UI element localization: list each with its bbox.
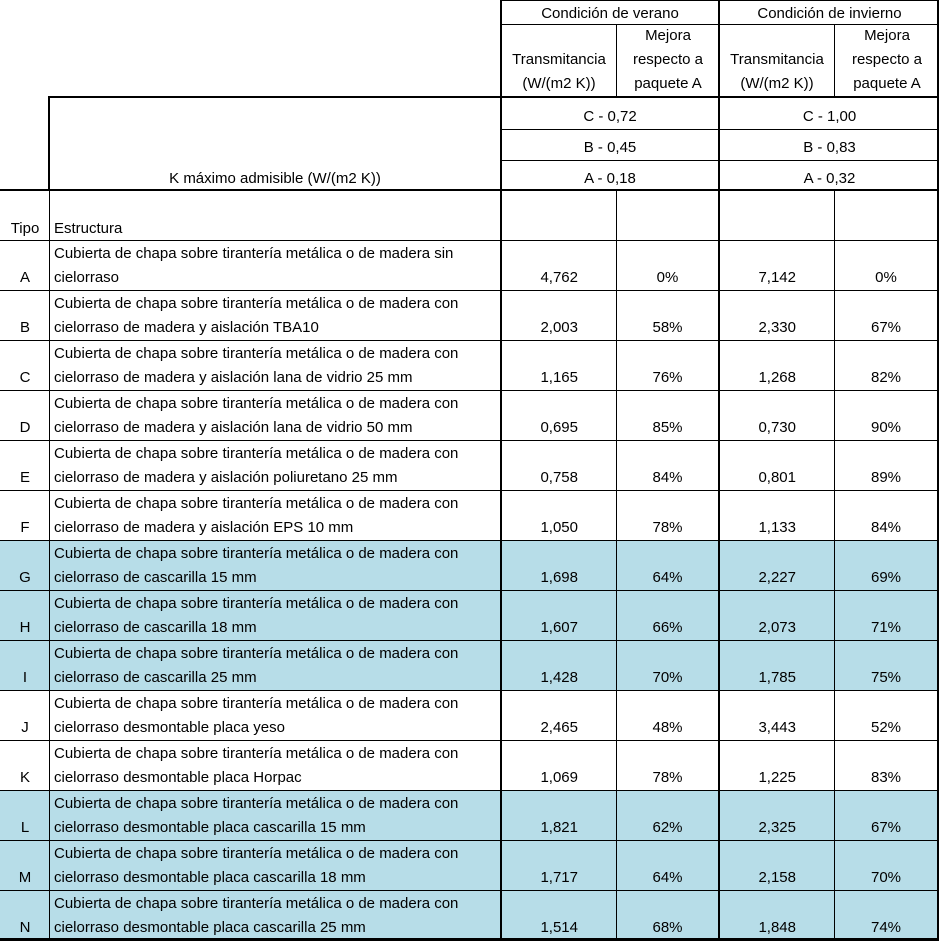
type-column-header: Tipo — [10, 220, 40, 237]
grid-line — [501, 24, 939, 25]
row-summer-improvement: 0% — [656, 269, 679, 286]
row-structure-line2: cielorraso de cascarilla 15 mm — [54, 569, 257, 586]
row-summer-transmittance: 4,762 — [540, 269, 578, 286]
row-summer-improvement: 64% — [652, 869, 683, 886]
limit-b-summer: B - 0,45 — [583, 139, 637, 156]
row-summer-improvement: 68% — [652, 919, 683, 936]
row-winter-transmittance: 1,785 — [758, 669, 796, 686]
row-structure-line2: cielorraso de cascarilla 18 mm — [54, 619, 257, 636]
row-summer-improvement: 64% — [652, 569, 683, 586]
row-summer-improvement: 85% — [652, 419, 683, 436]
grid-line — [0, 590, 939, 591]
row-structure-line2: cielorraso — [54, 269, 120, 286]
row-summer-transmittance: 1,069 — [540, 769, 578, 786]
grid-line — [0, 390, 939, 391]
row-type: J — [21, 719, 29, 736]
row-structure-line2: cielorraso desmontable placa cascarilla 18 mm — [54, 869, 366, 886]
row-summer-improvement: 70% — [652, 669, 683, 686]
row-summer-improvement: 58% — [652, 319, 683, 336]
row-winter-improvement: 83% — [870, 769, 902, 786]
winter-transmittance-header: Transmitancia (W/(m2 K)) — [730, 51, 824, 92]
grid-line — [49, 190, 50, 940]
grid-line — [0, 189, 939, 191]
grid-line — [718, 0, 720, 940]
row-winter-transmittance: 2,073 — [758, 619, 796, 636]
row-summer-transmittance: 0,758 — [540, 469, 578, 486]
row-type: H — [19, 619, 31, 636]
row-type: D — [19, 419, 31, 436]
row-summer-transmittance: 1,607 — [540, 619, 578, 636]
grid-line — [616, 190, 617, 940]
grid-line — [0, 440, 939, 441]
row-summer-transmittance: 1,821 — [540, 819, 578, 836]
row-summer-transmittance: 1,428 — [540, 669, 578, 686]
limit-a-winter: A - 0,32 — [803, 170, 856, 187]
row-structure-line1: Cubierta de chapa sobre tirantería metálica o de madera con — [54, 695, 459, 712]
grid-line — [0, 740, 939, 741]
row-summer-transmittance: 0,695 — [540, 419, 578, 436]
limit-c-summer: C - 0,72 — [583, 108, 637, 125]
row-winter-improvement: 75% — [870, 669, 902, 686]
row-winter-transmittance: 0,801 — [758, 469, 796, 486]
row-structure-line1: Cubierta de chapa sobre tirantería metálica o de madera sin — [54, 245, 454, 262]
row-summer-transmittance: 1,514 — [540, 919, 578, 936]
grid-line — [501, 160, 939, 161]
row-winter-improvement: 74% — [870, 919, 902, 936]
row-type: B — [19, 319, 30, 336]
row-winter-transmittance: 1,848 — [758, 919, 796, 936]
row-winter-improvement: 70% — [870, 869, 902, 886]
summer-improvement-header: Mejora respecto a paquete A — [632, 27, 704, 92]
grid-line — [616, 24, 617, 96]
row-summer-improvement: 62% — [652, 819, 683, 836]
row-type: K — [19, 769, 30, 786]
row-summer-transmittance: 1,050 — [540, 519, 578, 536]
row-winter-improvement: 67% — [870, 819, 902, 836]
grid-line — [0, 290, 939, 291]
row-structure-line2: cielorraso desmontable placa cascarilla 25 mm — [54, 919, 366, 936]
row-structure-line2: cielorraso de madera y aislación lana de vidrio 50 mm — [54, 419, 413, 436]
row-structure-line2: cielorraso de madera y aislación poliuretano 25 mm — [54, 469, 398, 486]
grid-line — [0, 540, 939, 541]
row-summer-improvement: 66% — [652, 619, 683, 636]
row-winter-improvement: 71% — [870, 619, 902, 636]
row-winter-improvement: 67% — [870, 319, 902, 336]
row-structure-line2: cielorraso desmontable placa Horpac — [54, 769, 302, 786]
row-summer-transmittance: 1,165 — [540, 369, 578, 386]
row-winter-improvement: 0% — [875, 269, 897, 286]
row-winter-transmittance: 1,225 — [758, 769, 796, 786]
row-structure-line2: cielorraso de madera y aislación EPS 10 mm — [54, 519, 354, 536]
row-winter-transmittance: 3,443 — [758, 719, 796, 736]
row-structure-line1: Cubierta de chapa sobre tirantería metálica o de madera con — [54, 895, 459, 912]
row-structure-line1: Cubierta de chapa sobre tirantería metálica o de madera con — [54, 545, 459, 562]
row-summer-improvement: 76% — [652, 369, 683, 386]
row-winter-improvement: 82% — [870, 369, 902, 386]
grid-line — [0, 690, 939, 691]
row-structure-line1: Cubierta de chapa sobre tirantería metálica o de madera con — [54, 645, 459, 662]
row-structure-line1: Cubierta de chapa sobre tirantería metálica o de madera con — [54, 495, 459, 512]
row-winter-transmittance: 0,730 — [758, 419, 796, 436]
row-type: A — [19, 269, 30, 286]
row-structure-line2: cielorraso desmontable placa yeso — [54, 719, 285, 736]
row-type: L — [20, 819, 30, 836]
grid-line — [0, 640, 939, 641]
row-summer-transmittance: 2,003 — [540, 319, 578, 336]
row-structure-line1: Cubierta de chapa sobre tirantería metálica o de madera con — [54, 295, 459, 312]
row-winter-transmittance: 2,325 — [758, 819, 796, 836]
row-type: M — [18, 869, 32, 886]
row-winter-transmittance: 7,142 — [758, 269, 796, 286]
k-max-label: K máximo admisible (W/(m2 K)) — [169, 170, 381, 187]
grid-line — [501, 0, 939, 1]
row-summer-transmittance: 1,717 — [540, 869, 578, 886]
row-structure-line2: cielorraso de madera y aislación TBA10 — [54, 319, 319, 336]
row-summer-transmittance: 2,465 — [540, 719, 578, 736]
grid-line — [48, 96, 50, 191]
row-structure-line2: cielorraso de madera y aislación lana de vidrio 25 mm — [54, 369, 413, 386]
grid-line — [48, 96, 939, 98]
row-type: N — [19, 919, 31, 936]
limit-b-winter: B - 0,83 — [803, 139, 856, 156]
row-structure-line2: cielorraso desmontable placa cascarilla 15 mm — [54, 819, 366, 836]
row-winter-transmittance: 1,133 — [758, 519, 796, 536]
row-type: E — [19, 469, 30, 486]
row-winter-improvement: 90% — [870, 419, 902, 436]
summer-transmittance-header: Transmitancia (W/(m2 K)) — [512, 51, 606, 92]
row-summer-improvement: 84% — [652, 469, 683, 486]
grid-line — [501, 129, 939, 130]
row-type: F — [20, 519, 30, 536]
limit-c-winter: C - 1,00 — [802, 108, 857, 125]
row-winter-transmittance: 1,268 — [758, 369, 796, 386]
row-structure-line1: Cubierta de chapa sobre tirantería metálica o de madera con — [54, 745, 459, 762]
row-structure-line1: Cubierta de chapa sobre tirantería metálica o de madera con — [54, 395, 459, 412]
grid-line — [0, 840, 939, 841]
grid-line — [834, 24, 835, 96]
row-winter-improvement: 89% — [870, 469, 902, 486]
grid-line — [0, 340, 939, 341]
structure-column-header: Estructura — [54, 220, 123, 237]
summer-condition-header: Condición de verano — [541, 5, 679, 22]
grid-line — [0, 490, 939, 491]
row-winter-transmittance: 2,158 — [758, 869, 796, 886]
winter-condition-header: Condición de invierno — [757, 5, 902, 22]
grid-line — [0, 790, 939, 791]
grid-line — [0, 240, 939, 241]
row-summer-transmittance: 1,698 — [540, 569, 578, 586]
row-type: C — [19, 369, 31, 386]
row-winter-transmittance: 2,330 — [758, 319, 796, 336]
row-structure-line1: Cubierta de chapa sobre tirantería metálica o de madera con — [54, 345, 459, 362]
row-structure-line1: Cubierta de chapa sobre tirantería metálica o de madera con — [54, 795, 459, 812]
row-summer-improvement: 78% — [652, 519, 683, 536]
grid-line — [834, 190, 835, 940]
grid-line — [500, 0, 502, 940]
row-winter-improvement: 69% — [870, 569, 902, 586]
row-winter-improvement: 52% — [870, 719, 902, 736]
limit-a-summer: A - 0,18 — [584, 170, 636, 187]
row-winter-transmittance: 2,227 — [758, 569, 796, 586]
row-structure-line1: Cubierta de chapa sobre tirantería metálica o de madera con — [54, 845, 459, 862]
row-type: G — [19, 569, 31, 586]
row-summer-improvement: 48% — [652, 719, 683, 736]
row-structure-line2: cielorraso de cascarilla 25 mm — [54, 669, 257, 686]
row-structure-line1: Cubierta de chapa sobre tirantería metálica o de madera con — [54, 445, 459, 462]
grid-line — [0, 890, 939, 891]
row-structure-line1: Cubierta de chapa sobre tirantería metálica o de madera con — [54, 595, 459, 612]
row-summer-improvement: 78% — [652, 769, 683, 786]
row-type: I — [22, 669, 28, 686]
row-winter-improvement: 84% — [870, 519, 902, 536]
winter-improvement-header: Mejora respecto a paquete A — [851, 27, 923, 92]
